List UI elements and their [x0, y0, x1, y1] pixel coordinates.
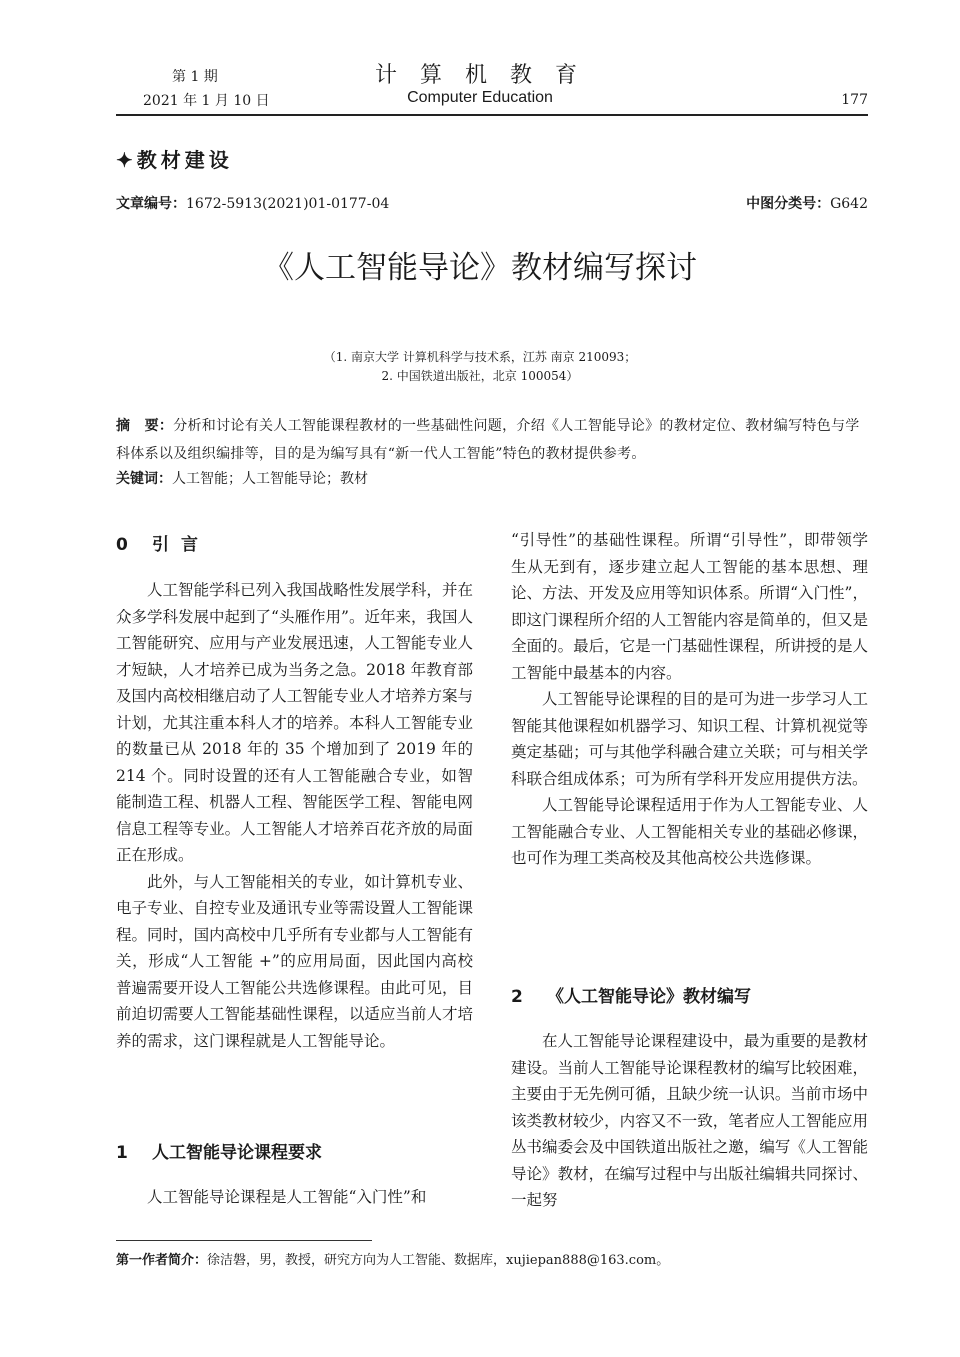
affiliation-1: （1. 南京大学 计算机科学与技术系，江苏 南京 210093；	[323, 350, 637, 364]
journal-title-en: Computer Education	[407, 89, 553, 106]
section-title: 人工智能导论课程要求	[152, 1143, 322, 1163]
keywords	[116, 468, 368, 488]
keywords-text: 人工智能；人工智能导论；教材	[172, 471, 368, 487]
abstract	[116, 412, 868, 468]
clc-value: G642	[830, 196, 868, 212]
article-number-label: 文章编号：	[116, 196, 186, 212]
keywords-label: 关键词：	[116, 471, 172, 487]
section-tag: ✦教材建设	[116, 148, 233, 172]
header-rule	[116, 114, 868, 116]
section-heading-0	[116, 530, 210, 555]
section-number: 1	[116, 1143, 128, 1163]
footnote	[116, 1249, 669, 1268]
article-number-value: 1672-5913(2021)01-0177-04	[186, 196, 390, 212]
abstract-label: 摘 要：	[116, 418, 174, 434]
paragraph: 在人工智能导论课程建设中，最为重要的是教材建设。当前人工智能导论课程教材的编写比较困难，主要由于无先例可循，且缺少统一认识。当前市场中该类教材较少，内容又不一致，笔者应人工智能应用丛书编委会及中国铁道出版社之邀，编写《人工智能导论》教材，在编写过程中与出版社编辑共同探讨、一起努	[511, 1032, 868, 1209]
clc-number	[746, 193, 868, 213]
right-column-continued	[511, 1028, 868, 1214]
section-title: 引言	[152, 535, 210, 555]
clc-label: 中图分类号：	[746, 196, 831, 212]
section-heading-2	[511, 982, 751, 1007]
paragraph: 人工智能学科已列入我国战略性发展学科，并在众多学科发展中起到了“头雁作用”。近年来，我国人工智能研究、应用与产业发展迅速，人工智能专业人才短缺，人才培养已成为当务之急。2018 年教育部及国内高校相继启动了人工智能专业人才培养方案与计划，尤其注重本科人才的培养。本科人工智能专业的数量已从 2018 年的 35 个增加到了 2019 年的 214 个。同时设置的还有人工智能融合专业，如智能制造工程、机器人工程、智能医学工程、智能电网信息工程等专业。人工智能人才培养百花齐放的局面正在形成。	[116, 581, 473, 864]
paragraph: 人工智能导论课程的目的是可为进一步学习人工智能其他课程如机器学习、知识工程、计算机视觉等奠定基础；可与其他学科融合建立关联；可与相关学科联合组成体系；可为所有学科开发应用提供方法。	[511, 690, 868, 788]
footnote-rule	[116, 1240, 372, 1241]
right-column-body	[511, 527, 868, 872]
section-number: 2	[511, 987, 523, 1007]
abstract-text: 分析和讨论有关人工智能课程教材的一些基础性问题，介绍《人工智能导论》的教材定位、教材编写特色与学科体系以及组织编排等，目的是为编写具有“新一代人工智能”特色的教材提供参考。	[116, 418, 860, 462]
section-title: 《人工智能导论》教材编写	[547, 987, 751, 1007]
section-heading-1	[116, 1138, 322, 1163]
paragraph: “引导性”的基础性课程。所谓“引导性”，即带领学生从无到有，逐步建立起人工智能的基本思想、理论、方法、开发及应用等知识体系。所谓“入门性”，即这门课程所介绍的人工智能内容是简单的，但又是全面的。最后，它是一门基础性课程，所讲授的是人工智能中最基本的内容。	[511, 531, 868, 682]
paragraph: 此外，与人工智能相关的专业，如计算机专业、电子专业、自控专业及通讯专业等需设置人工智能课程。同时，国内高校中几乎所有专业都与人工智能有关，形成“人工智能 +”的应用局面，因此国内高校普遍需要开设人工智能公共选修课程。由此可见，目前迫切需要人工智能基础性课程，以适应当前人才培养的需求，这门课程就是人工智能导论。	[116, 872, 473, 1050]
footnote-label: 第一作者简介：	[116, 1253, 208, 1268]
section-number: 0	[116, 535, 128, 555]
article-number	[116, 193, 389, 213]
affiliation-2: 2. 中国铁道出版社，北京 100054）	[381, 369, 579, 383]
article-title: 《人工智能导论》教材编写探讨	[263, 250, 697, 286]
issue-date: 2021 年 1 月 10 日	[143, 93, 270, 109]
issue-number: 第 1 期	[172, 69, 218, 85]
paragraph: 人工智能导论课程是人工智能“入门性”和	[147, 1188, 427, 1206]
paragraph: 人工智能导论课程适用于作为人工智能专业、人工智能融合专业、人工智能相关专业的基础必修课，也可作为理工类高校及其他高校公共选修课。	[511, 796, 868, 867]
journal-title-cn: 计 算 机 教 育	[375, 63, 585, 88]
page-number: 177	[841, 92, 868, 108]
left-column-continued	[116, 1184, 473, 1211]
footnote-text: 徐洁磐，男，教授，研究方向为人工智能、数据库，xujiepan888@163.com。	[207, 1253, 670, 1268]
left-column-body	[116, 577, 473, 1054]
